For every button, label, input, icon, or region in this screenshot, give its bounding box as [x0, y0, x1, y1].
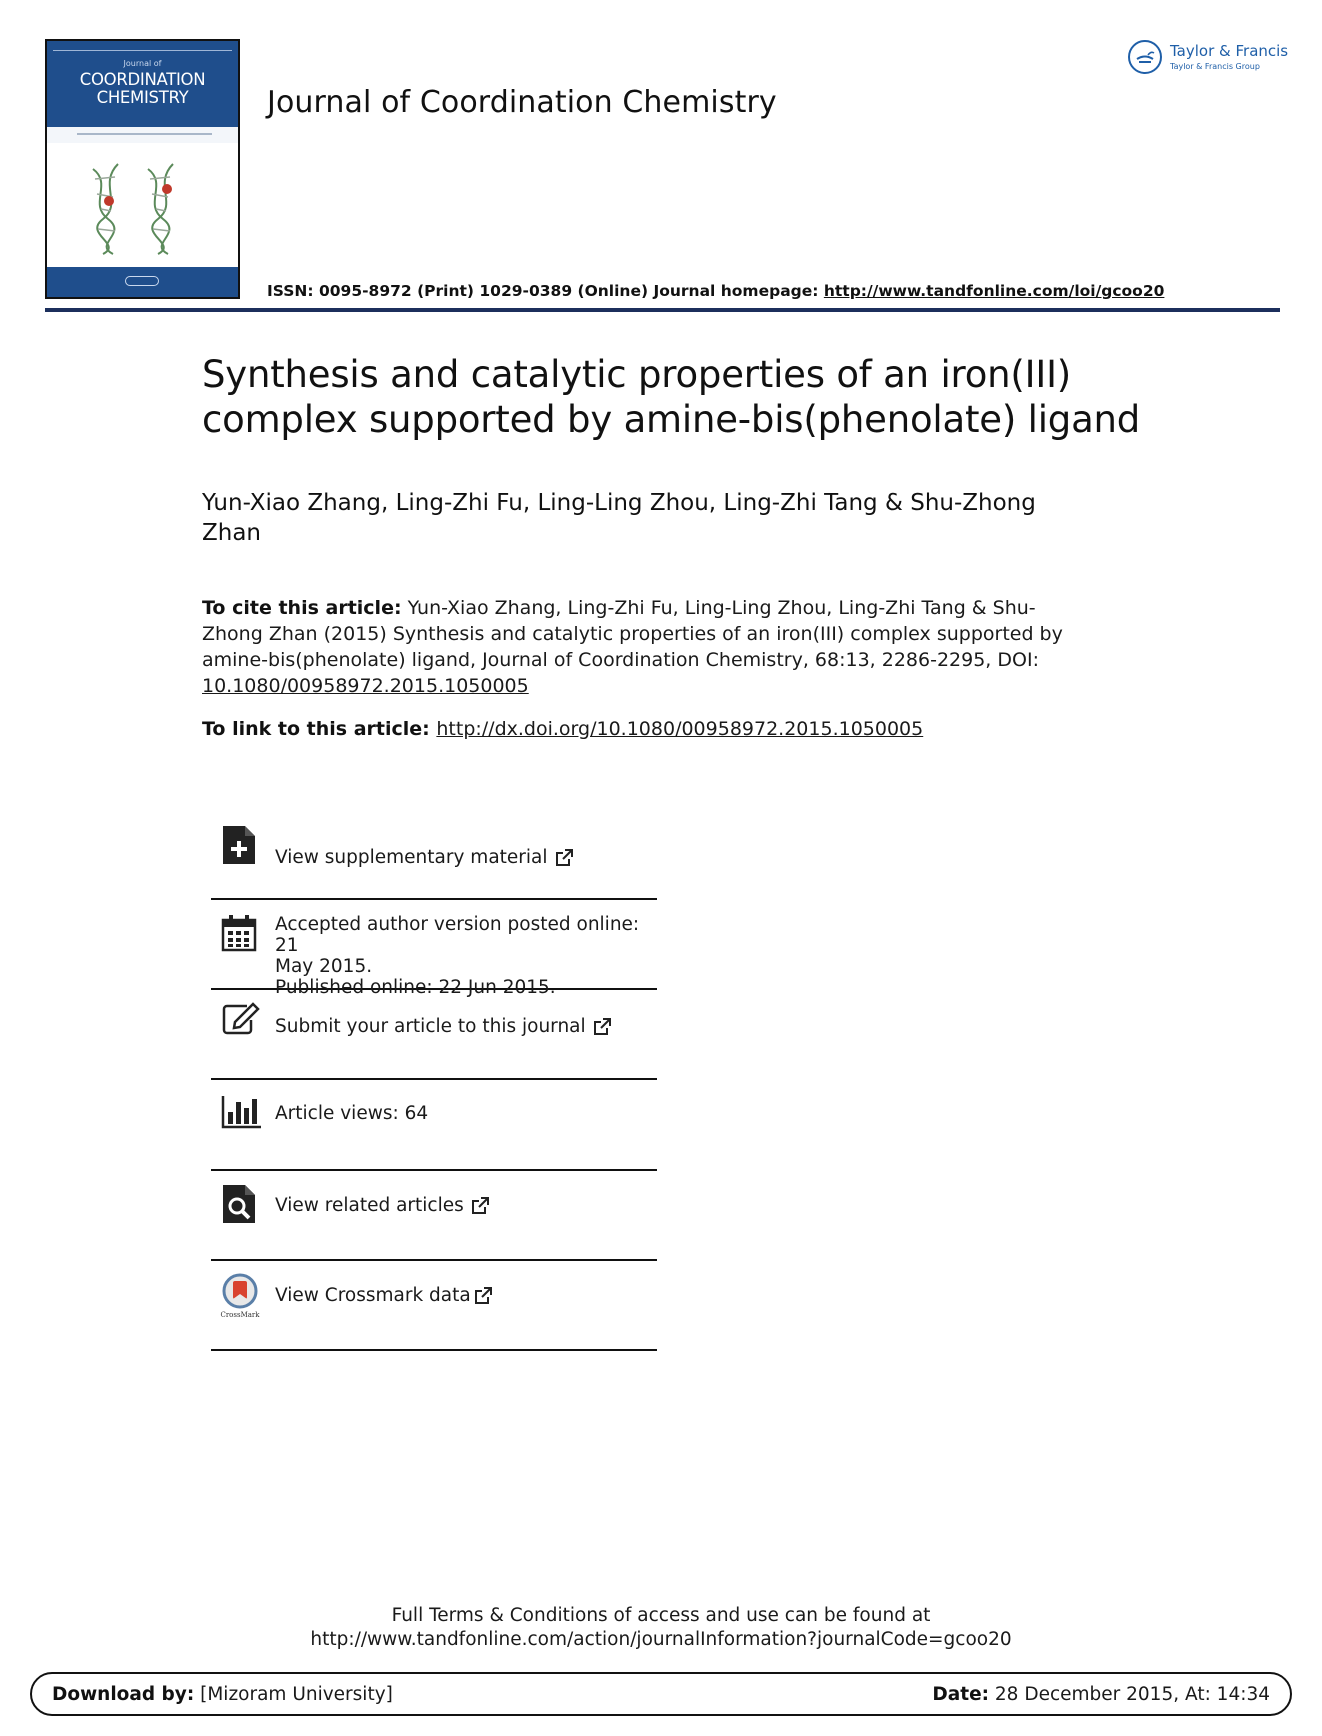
authors-line1: Yun-Xiao Zhang, Ling-Zhi Fu, Ling-Ling Zhou, Ling-Zhi Tang & Shu-Zhong	[202, 490, 1036, 516]
cover-editor-line	[77, 133, 212, 135]
dates-line2: May 2015.	[275, 956, 373, 977]
terms-url[interactable]: http://www.tandfonline.com/action/journalInformation?journalCode=gcoo20	[310, 1629, 1012, 1650]
cover-editor-strip	[47, 127, 238, 143]
download-date	[932, 1684, 1270, 1705]
issn-text: ISSN: 0095-8972 (Print) 1029-0389 (Online) Journal homepage:	[267, 282, 824, 300]
date-label: Date:	[932, 1684, 990, 1705]
journal-cover-image	[45, 39, 240, 299]
external-link-icon	[470, 1196, 490, 1216]
date-value: 28 December 2015, At: 14:34	[989, 1684, 1270, 1705]
crossmark-icon	[219, 1273, 261, 1319]
article-title-line1: Synthesis and catalytic properties of an iron(III)	[202, 353, 1072, 396]
cover-publisher-logo	[125, 276, 159, 286]
calendar-icon	[221, 914, 257, 952]
journal-homepage-link[interactable]: http://www.tandfonline.com/loi/gcoo20	[823, 282, 1165, 300]
external-link-icon	[554, 848, 574, 868]
crossmark-caption: CrossMark	[220, 1311, 260, 1319]
cite-line1: Yun-Xiao Zhang, Ling-Zhi Fu, Ling-Ling Zhou, Ling-Zhi Tang & Shu-	[401, 597, 1036, 619]
publisher-group: Taylor & Francis Group	[1170, 62, 1260, 71]
crossmark-item[interactable]	[211, 1261, 657, 1351]
submit-text	[275, 1016, 612, 1037]
cover-title-line2: CHEMISTRY	[96, 88, 189, 107]
dates-line3: Published online: 22 Jun 2015.	[275, 977, 556, 998]
terms-notice	[0, 1604, 1322, 1652]
file-plus-icon	[221, 824, 257, 866]
dates-text	[275, 914, 657, 998]
header-divider	[45, 308, 1280, 312]
cover-title-line1: COORDINATION	[79, 70, 206, 89]
lamp-icon	[1128, 40, 1162, 74]
article-views-label: Article views: 64	[275, 1103, 429, 1124]
cite-label: To cite this article:	[202, 597, 402, 619]
terms-line1: Full Terms & Conditions of access and use can be found at	[391, 1605, 931, 1626]
download-by	[52, 1684, 393, 1705]
related-label: View related articles	[275, 1195, 464, 1216]
cite-doi-link[interactable]: 10.1080/00958972.2015.1050005	[202, 675, 529, 697]
crossmark-text	[275, 1285, 493, 1306]
cover-title	[47, 71, 238, 107]
bar-chart-icon	[221, 1094, 263, 1130]
document-search-icon	[221, 1183, 257, 1225]
article-views-item	[211, 1080, 657, 1171]
crossmark-label: View Crossmark data	[275, 1285, 471, 1306]
supplementary-text	[275, 847, 574, 868]
article-title-line2: complex supported by amine-bis(phenolate) ligand	[202, 398, 1141, 441]
journal-title: Journal of Coordination Chemistry	[267, 85, 777, 120]
download-value: [Mizoram University]	[194, 1684, 393, 1705]
submit-label: Submit your article to this journal	[275, 1016, 586, 1037]
supplementary-label: View supplementary material	[275, 847, 548, 868]
cover-small-text: Journal of	[123, 59, 162, 68]
publisher-name: Taylor & Francis	[1170, 42, 1289, 60]
article-info-list	[211, 812, 657, 1351]
related-articles-item[interactable]	[211, 1171, 657, 1261]
article-doi-url[interactable]: http://dx.doi.org/10.1080/00958972.2015.1050005	[436, 718, 924, 740]
link-label: To link to this article:	[202, 718, 437, 740]
publication-dates-item	[211, 900, 657, 998]
dates-line1: Accepted author version posted online: 21	[275, 914, 640, 956]
submit-article-item[interactable]	[211, 990, 657, 1080]
cite-line2: Zhong Zhan (2015) Synthesis and catalytic properties of an iron(III) complex supported by	[202, 623, 1063, 645]
publisher-logo[interactable]	[1128, 38, 1288, 78]
article-title	[202, 352, 1182, 442]
external-link-icon	[473, 1286, 493, 1306]
authors-line2: Zhan	[202, 520, 262, 546]
issn-line	[267, 282, 1164, 300]
download-label: Download by:	[52, 1684, 195, 1705]
supplementary-item[interactable]	[211, 812, 657, 900]
article-link-block	[202, 716, 1092, 742]
citation-block	[202, 595, 1092, 699]
related-text	[275, 1195, 490, 1216]
edit-icon	[221, 1000, 261, 1036]
download-info-bar	[30, 1672, 1292, 1716]
external-link-icon	[592, 1017, 612, 1037]
molecule-illustration	[83, 159, 203, 259]
article-authors	[202, 488, 1122, 548]
cite-line3: amine-bis(phenolate) ligand, Journal of Coordination Chemistry, 68:13, 2286-2295, DOI:	[202, 649, 1039, 671]
cover-topline	[53, 45, 232, 51]
cover-footer-band	[47, 267, 238, 297]
